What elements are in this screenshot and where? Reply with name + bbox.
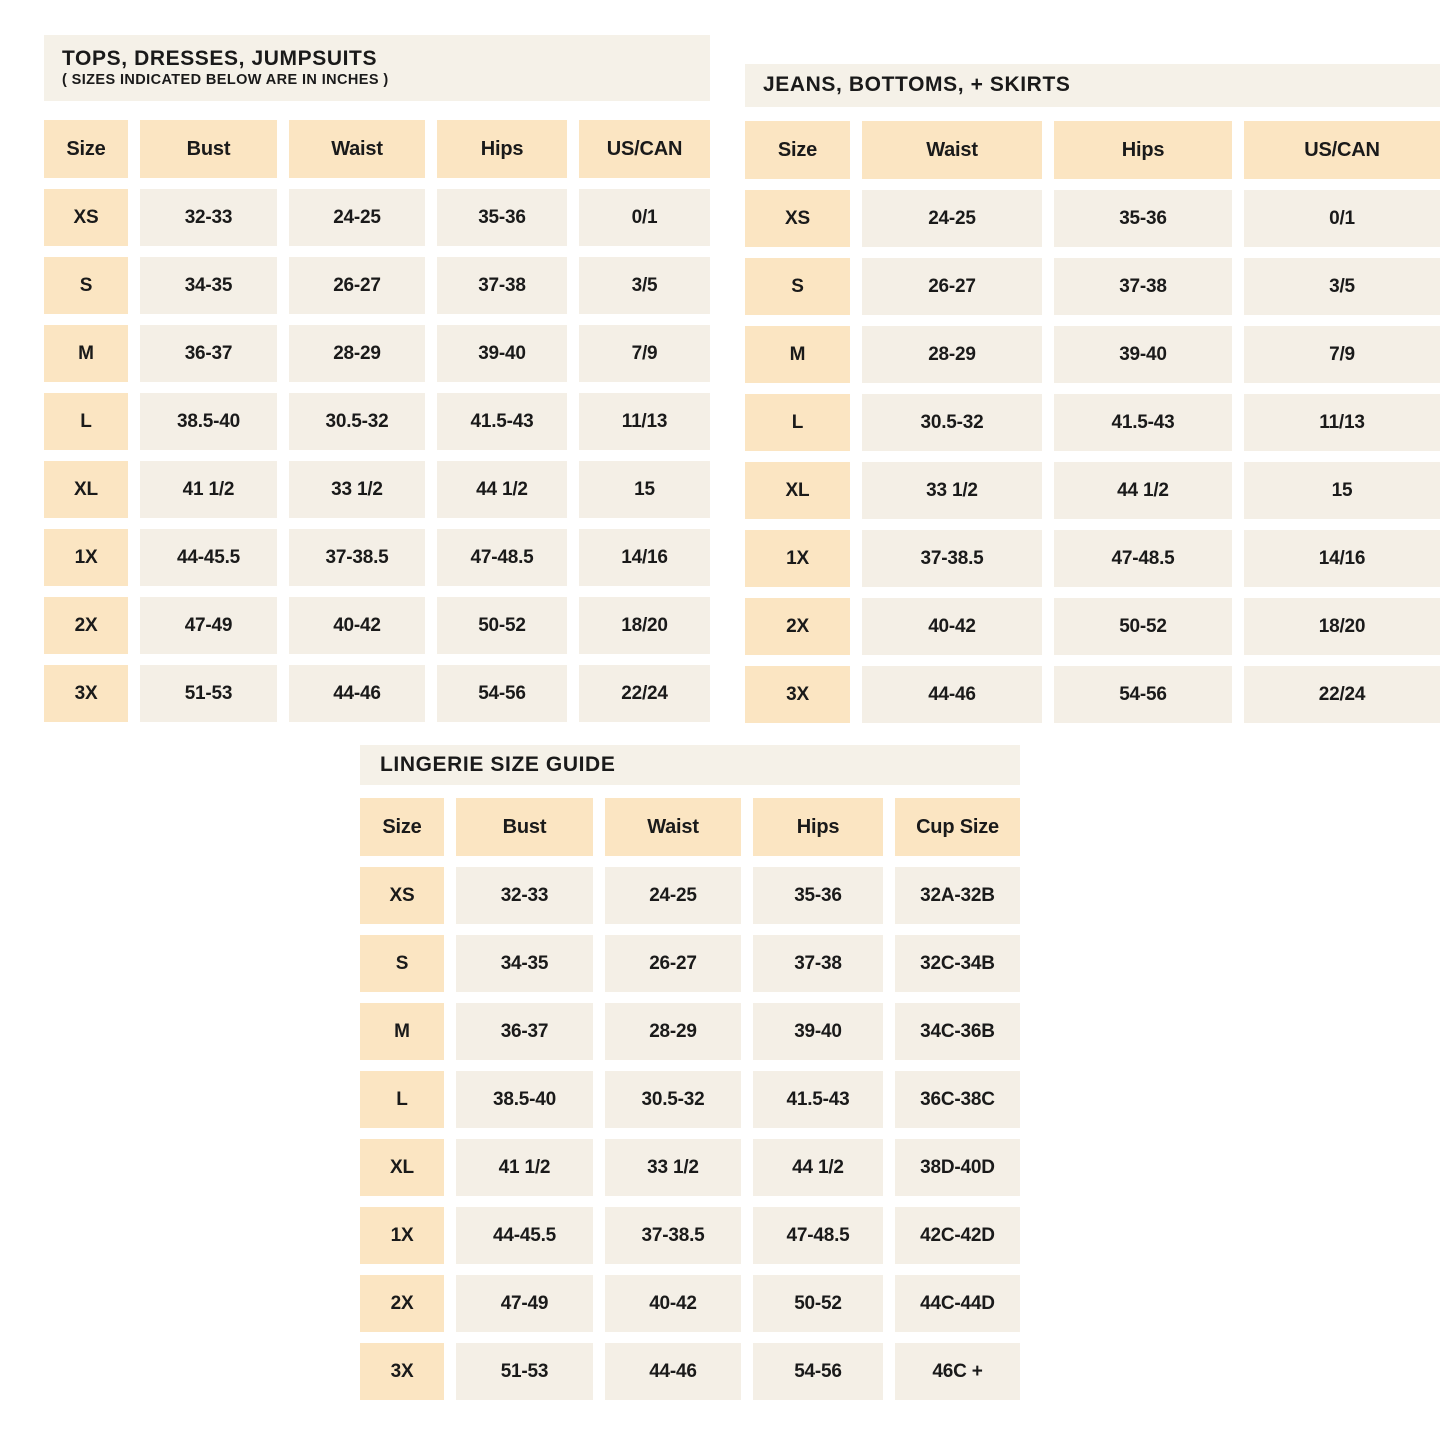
measurement-cell: 54-56 — [1054, 666, 1232, 723]
size-label-cell: XL — [360, 1139, 444, 1196]
size-label-cell: XL — [745, 462, 850, 519]
measurement-cell: 26-27 — [862, 258, 1042, 315]
table-title: JEANS, BOTTOMS, + SKIRTS — [763, 73, 1071, 97]
measurement-cell: 39-40 — [1054, 326, 1232, 383]
measurement-cell: 24-25 — [289, 189, 425, 246]
measurement-cell: 0/1 — [1244, 190, 1440, 247]
measurement-cell: 50-52 — [1054, 598, 1232, 655]
size-label-cell: L — [745, 394, 850, 451]
size-label-cell: 1X — [360, 1207, 444, 1264]
measurement-cell: 44-46 — [862, 666, 1042, 723]
measurement-cell: 44 1/2 — [753, 1139, 883, 1196]
measurement-cell: 41 1/2 — [140, 461, 277, 518]
size-label-cell: 2X — [360, 1275, 444, 1332]
column-header-hips: Hips — [437, 120, 567, 178]
size-label-cell: XL — [44, 461, 128, 518]
size-label-cell: 2X — [745, 598, 850, 655]
measurement-cell: 28-29 — [605, 1003, 741, 1060]
measurement-cell: 11/13 — [1244, 394, 1440, 451]
measurement-cell: 18/20 — [579, 597, 710, 654]
measurement-cell: 32-33 — [456, 867, 593, 924]
measurement-cell: 50-52 — [753, 1275, 883, 1332]
measurement-cell: 34-35 — [456, 935, 593, 992]
measurement-cell: 50-52 — [437, 597, 567, 654]
measurement-cell: 0/1 — [579, 189, 710, 246]
measurement-cell: 41.5-43 — [1054, 394, 1232, 451]
size-table-tops-dresses-jumpsuits — [44, 35, 710, 722]
size-label-cell: M — [360, 1003, 444, 1060]
measurement-cell: 35-36 — [437, 189, 567, 246]
size-label-cell: XS — [745, 190, 850, 247]
measurement-cell: 36-37 — [456, 1003, 593, 1060]
measurement-cell: 40-42 — [289, 597, 425, 654]
measurement-cell: 37-38 — [1054, 258, 1232, 315]
measurement-cell: 38.5-40 — [456, 1071, 593, 1128]
table-title: LINGERIE SIZE GUIDE — [380, 752, 616, 776]
table-title-bar — [44, 35, 710, 101]
measurement-cell: 33 1/2 — [289, 461, 425, 518]
measurement-cell: 47-48.5 — [753, 1207, 883, 1264]
size-label-cell: L — [44, 393, 128, 450]
measurement-cell: 22/24 — [1244, 666, 1440, 723]
measurement-cell: 15 — [1244, 462, 1440, 519]
measurement-cell: 26-27 — [289, 257, 425, 314]
measurement-cell: 46C + — [895, 1343, 1020, 1400]
measurement-cell: 33 1/2 — [605, 1139, 741, 1196]
table-title-bar — [745, 64, 1440, 107]
measurement-cell: 44C-44D — [895, 1275, 1020, 1332]
measurement-cell: 32A-32B — [895, 867, 1020, 924]
measurement-cell: 47-49 — [140, 597, 277, 654]
measurement-cell: 37-38.5 — [605, 1207, 741, 1264]
measurement-cell: 47-48.5 — [437, 529, 567, 586]
measurement-cell: 44-45.5 — [456, 1207, 593, 1264]
column-header-size: Size — [360, 798, 444, 856]
measurement-cell: 33 1/2 — [862, 462, 1042, 519]
measurement-cell: 38D-40D — [895, 1139, 1020, 1196]
measurement-cell: 34-35 — [140, 257, 277, 314]
measurement-cell: 30.5-32 — [289, 393, 425, 450]
measurement-cell: 41.5-43 — [753, 1071, 883, 1128]
size-label-cell: 3X — [745, 666, 850, 723]
size-table-jeans-bottoms-skirts — [745, 64, 1440, 723]
column-header-waist: Waist — [605, 798, 741, 856]
measurement-cell: 38.5-40 — [140, 393, 277, 450]
measurement-cell: 44 1/2 — [1054, 462, 1232, 519]
size-label-cell: 3X — [360, 1343, 444, 1400]
size-grid — [360, 798, 1020, 1400]
measurement-cell: 14/16 — [579, 529, 710, 586]
measurement-cell: 35-36 — [1054, 190, 1232, 247]
size-grid — [44, 120, 710, 722]
measurement-cell: 44-45.5 — [140, 529, 277, 586]
column-header-us-can: US/CAN — [1244, 121, 1440, 179]
measurement-cell: 18/20 — [1244, 598, 1440, 655]
measurement-cell: 15 — [579, 461, 710, 518]
size-label-cell: L — [360, 1071, 444, 1128]
size-label-cell: M — [745, 326, 850, 383]
column-header-us-can: US/CAN — [579, 120, 710, 178]
measurement-cell: 54-56 — [753, 1343, 883, 1400]
measurement-cell: 37-38.5 — [289, 529, 425, 586]
measurement-cell: 44 1/2 — [437, 461, 567, 518]
measurement-cell: 3/5 — [579, 257, 710, 314]
measurement-cell: 44-46 — [605, 1343, 741, 1400]
table-title: TOPS, DRESSES, JUMPSUITS — [62, 46, 378, 70]
size-label-cell: M — [44, 325, 128, 382]
measurement-cell: 40-42 — [605, 1275, 741, 1332]
column-header-bust: Bust — [140, 120, 277, 178]
measurement-cell: 47-48.5 — [1054, 530, 1232, 587]
measurement-cell: 37-38.5 — [862, 530, 1042, 587]
table-title-bar — [360, 745, 1020, 785]
column-header-cup-size: Cup Size — [895, 798, 1020, 856]
column-header-size: Size — [44, 120, 128, 178]
measurement-cell: 34C-36B — [895, 1003, 1020, 1060]
measurement-cell: 30.5-32 — [862, 394, 1042, 451]
measurement-cell: 26-27 — [605, 935, 741, 992]
measurement-cell: 3/5 — [1244, 258, 1440, 315]
measurement-cell: 41.5-43 — [437, 393, 567, 450]
size-label-cell: 3X — [44, 665, 128, 722]
measurement-cell: 44-46 — [289, 665, 425, 722]
measurement-cell: 32-33 — [140, 189, 277, 246]
table-subtitle: ( SIZES INDICATED BELOW ARE IN INCHES ) — [62, 71, 389, 88]
measurement-cell: 36-37 — [140, 325, 277, 382]
measurement-cell: 47-49 — [456, 1275, 593, 1332]
measurement-cell: 24-25 — [605, 867, 741, 924]
column-header-size: Size — [745, 121, 850, 179]
measurement-cell: 7/9 — [1244, 326, 1440, 383]
measurement-cell: 22/24 — [579, 665, 710, 722]
measurement-cell: 14/16 — [1244, 530, 1440, 587]
measurement-cell: 28-29 — [289, 325, 425, 382]
column-header-hips: Hips — [1054, 121, 1232, 179]
measurement-cell: 40-42 — [862, 598, 1042, 655]
measurement-cell: 39-40 — [753, 1003, 883, 1060]
measurement-cell: 54-56 — [437, 665, 567, 722]
measurement-cell: 37-38 — [753, 935, 883, 992]
measurement-cell: 35-36 — [753, 867, 883, 924]
measurement-cell: 7/9 — [579, 325, 710, 382]
measurement-cell: 42C-42D — [895, 1207, 1020, 1264]
size-label-cell: XS — [360, 867, 444, 924]
column-header-hips: Hips — [753, 798, 883, 856]
column-header-bust: Bust — [456, 798, 593, 856]
size-label-cell: S — [745, 258, 850, 315]
measurement-cell: 36C-38C — [895, 1071, 1020, 1128]
size-label-cell: 1X — [745, 530, 850, 587]
size-label-cell: S — [44, 257, 128, 314]
measurement-cell: 11/13 — [579, 393, 710, 450]
measurement-cell: 32C-34B — [895, 935, 1020, 992]
measurement-cell: 39-40 — [437, 325, 567, 382]
measurement-cell: 24-25 — [862, 190, 1042, 247]
column-header-waist: Waist — [289, 120, 425, 178]
measurement-cell: 51-53 — [140, 665, 277, 722]
measurement-cell: 30.5-32 — [605, 1071, 741, 1128]
size-label-cell: S — [360, 935, 444, 992]
size-label-cell: 2X — [44, 597, 128, 654]
measurement-cell: 41 1/2 — [456, 1139, 593, 1196]
size-grid — [745, 121, 1440, 723]
size-label-cell: XS — [44, 189, 128, 246]
column-header-waist: Waist — [862, 121, 1042, 179]
size-label-cell: 1X — [44, 529, 128, 586]
size-table-lingerie — [360, 745, 1020, 1400]
measurement-cell: 28-29 — [862, 326, 1042, 383]
measurement-cell: 37-38 — [437, 257, 567, 314]
measurement-cell: 51-53 — [456, 1343, 593, 1400]
